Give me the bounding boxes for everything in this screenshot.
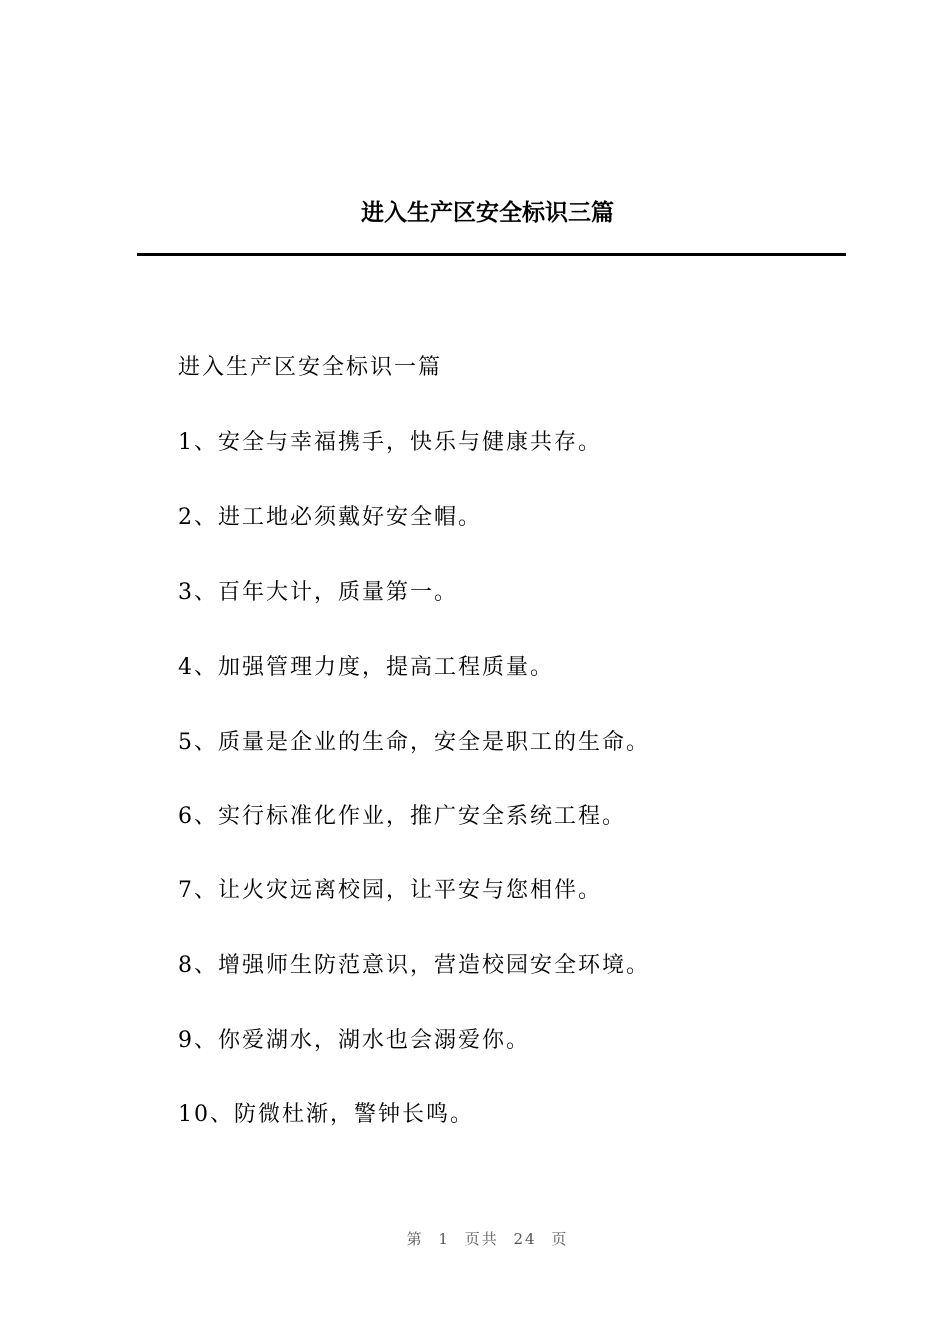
- list-item: 7、让火灾远离校园，让平安与您相伴。: [178, 878, 602, 903]
- section-heading: 进入生产区安全标识一篇: [178, 355, 443, 380]
- list-item: 6、实行标准化作业，推广安全系统工程。: [178, 804, 626, 829]
- list-item: 3、百年大计，质量第一。: [178, 580, 458, 605]
- title-divider: [137, 253, 846, 256]
- list-item: 1、安全与幸福携手，快乐与健康共存。: [178, 430, 602, 455]
- list-item: 4、加强管理力度，提高工程质量。: [178, 655, 554, 680]
- list-item: 8、增强师生防范意识，营造校园安全环境。: [178, 953, 650, 978]
- page-number-footer: 第 1 页共 24 页: [406, 1230, 569, 1248]
- document-title: 进入生产区安全标识三篇: [361, 199, 614, 226]
- list-item: 5、质量是企业的生命，安全是职工的生命。: [178, 730, 650, 755]
- list-item: 2、进工地必须戴好安全帽。: [178, 505, 482, 530]
- list-item: 10、防微杜渐，警钟长鸣。: [178, 1102, 474, 1127]
- list-item: 9、你爱湖水，湖水也会溺爱你。: [178, 1028, 530, 1053]
